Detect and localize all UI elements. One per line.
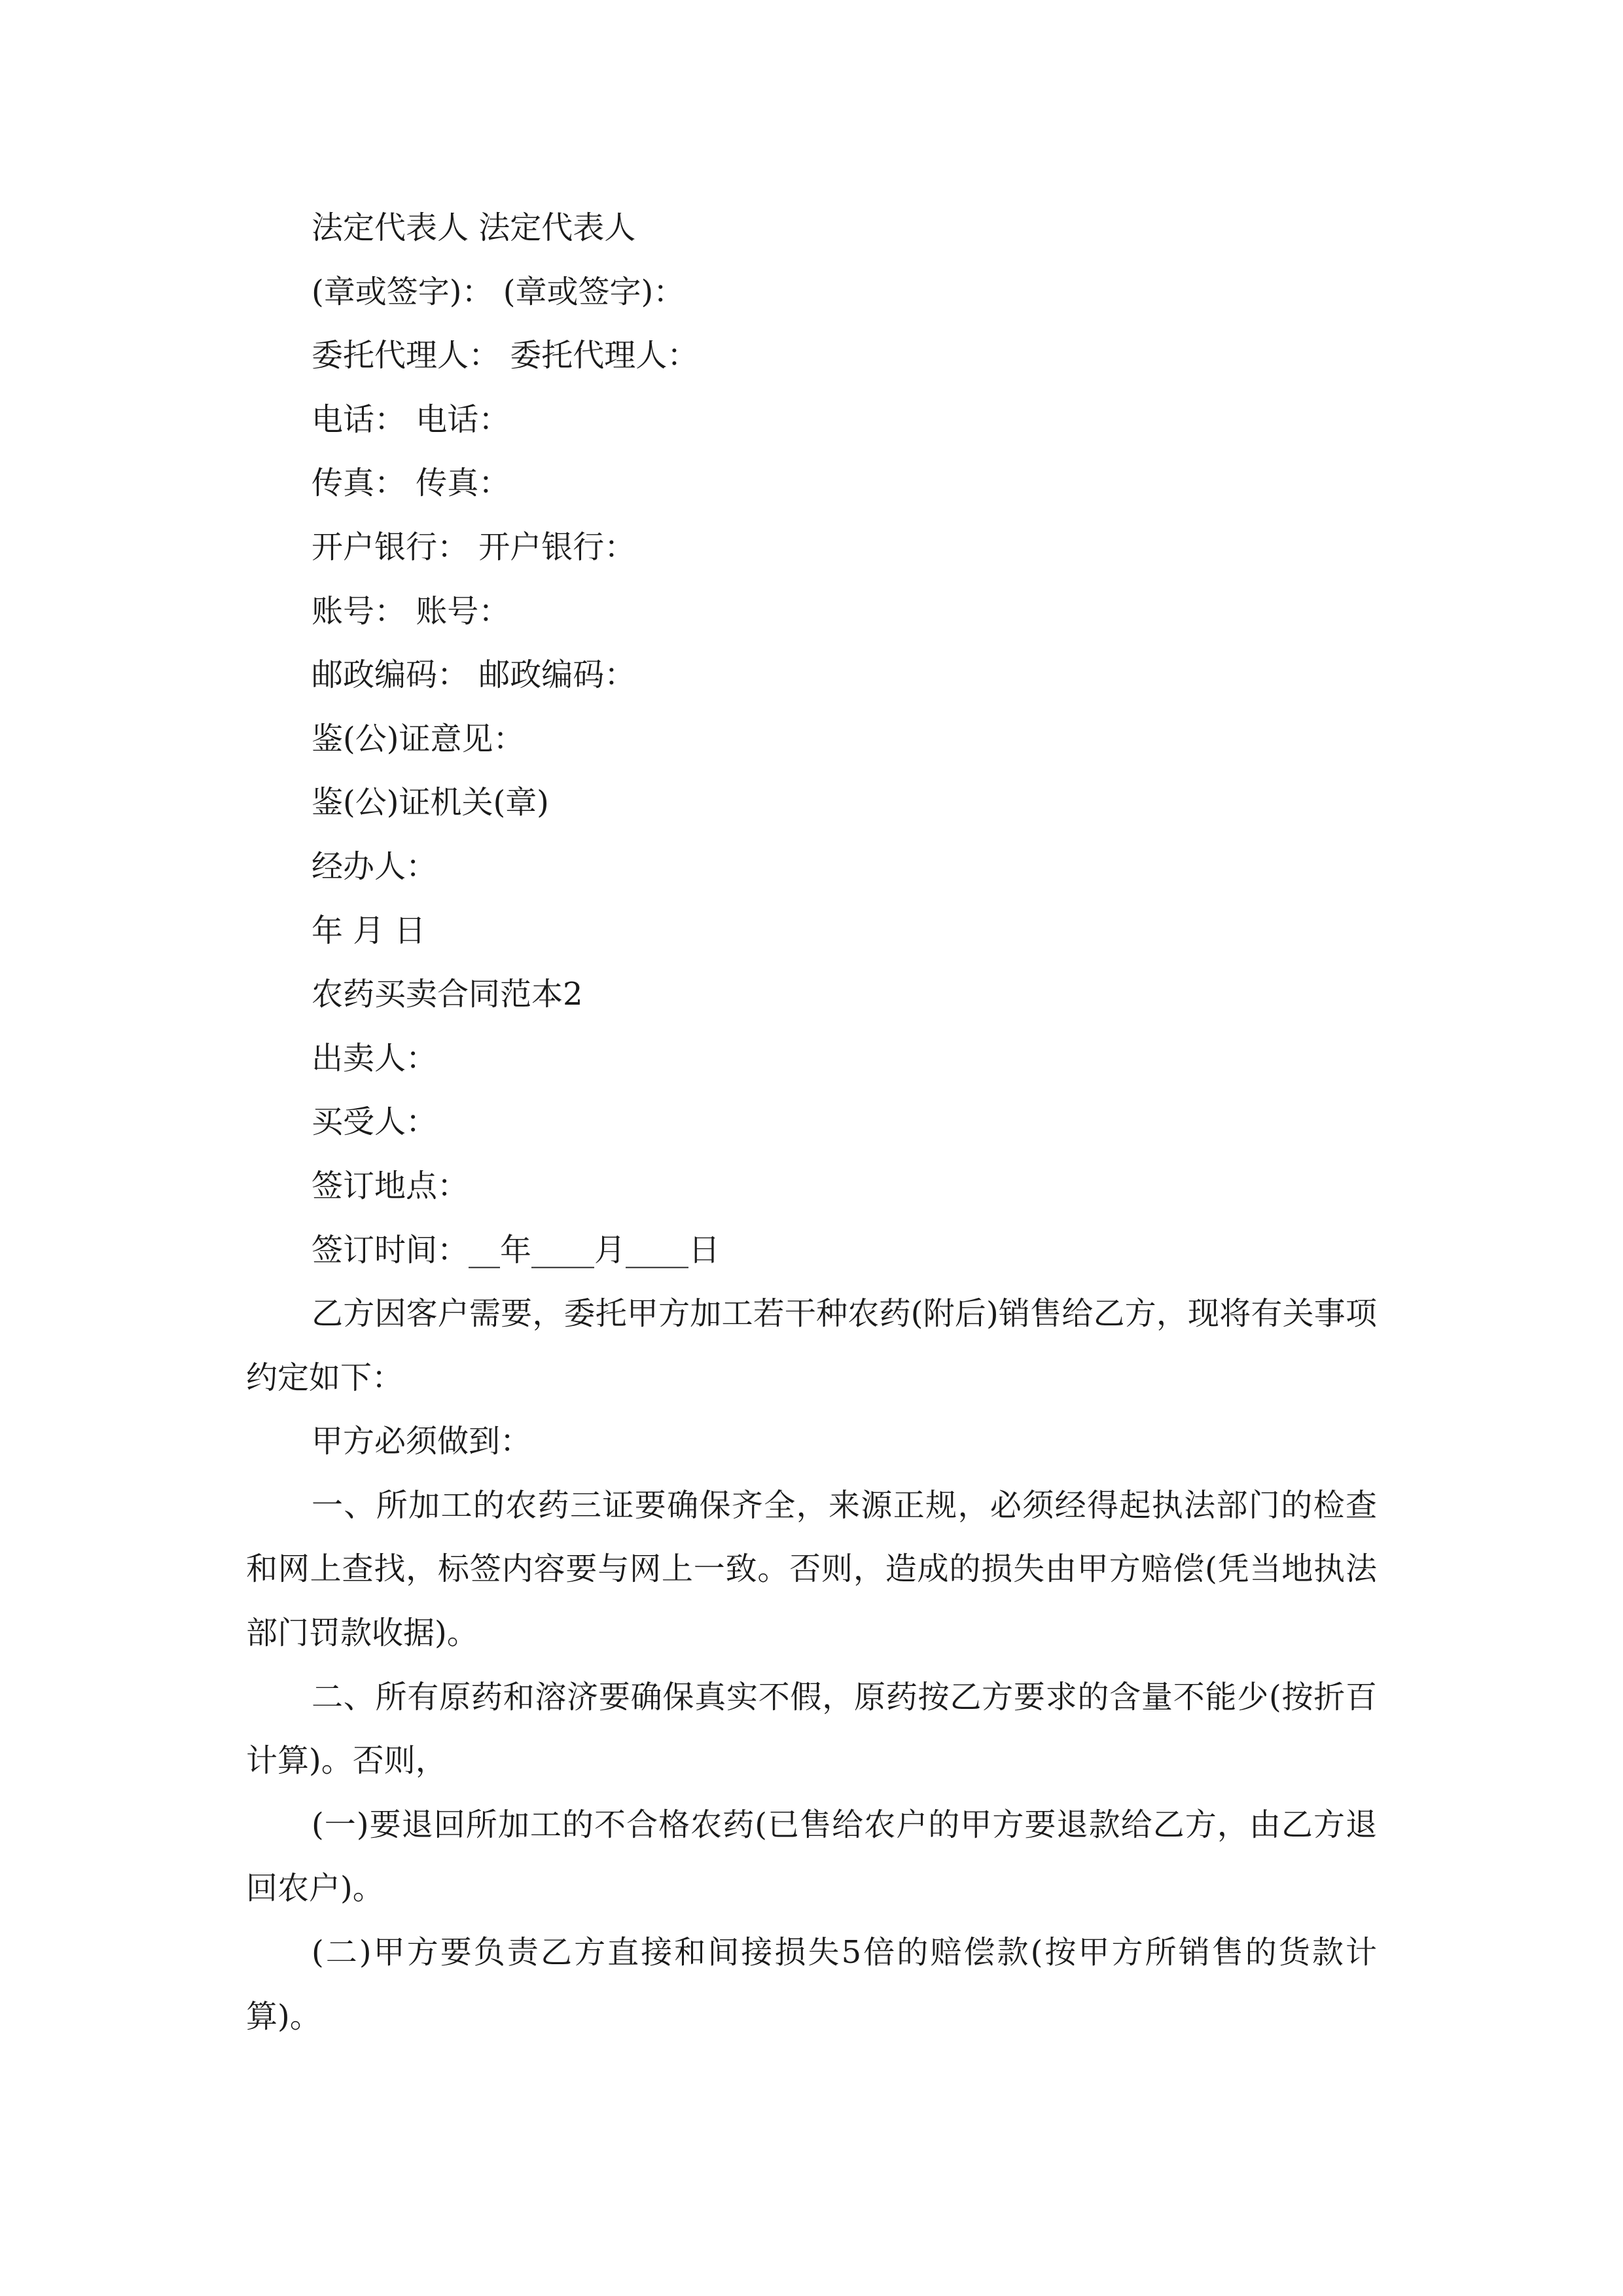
postcode-line: 邮政编码： 邮政编码： [312,656,636,694]
bank-line: 开户银行： 开户银行： [312,528,636,565]
clause-2-2-paragraph: (二)甲方要负责乙方直接和间接损失5倍的赔偿款(按甲方所销售的货款计算)。 [246,1934,1377,2035]
seller-line: 出卖人： [312,1039,438,1077]
document-body [246,196,1377,2049]
clause-1-paragraph: 一、所加工的农药三证要确保齐全，来源正规，必须经得起执法部门的检查和网上查找，标签内容要与网上一致。否则，造成的损失由甲方赔偿(凭当地执法部门罚款收据)。 [246,1486,1377,1652]
handler-line: 经办人： [312,848,438,885]
sign-place-line: 签订地点： [312,1167,469,1204]
notary-authority-line: 鉴(公)证机关(章) [312,784,549,821]
account-line: 账号： 账号： [312,592,510,630]
contract-title: 农药买卖合同范本2 [312,976,583,1013]
agent-line: 委托代理人： 委托代理人： [312,337,699,374]
phone-line: 电话： 电话： [312,401,510,438]
notary-opinion-line: 鉴(公)证意见： [312,720,525,757]
clause-2-paragraph: 二、所有原药和溶济要确保真实不假，原药按乙方要求的含量不能少(按折百计算)。否则， [246,1678,1377,1780]
date-line: 年 月 日 [312,912,426,949]
sign-time-line: 签订时间：__年____月____日 [312,1231,721,1268]
seal-or-sign-line: (章或签字)： (章或签字)： [312,273,685,310]
intro-paragraph: 乙方因客户需要，委托甲方加工若干种农药(附后)销售给乙方，现将有关事项约定如下： [246,1295,1377,1396]
legal-rep-line: 法定代表人 法定代表人 [312,209,636,246]
fax-line: 传真： 传真： [312,465,510,502]
buyer-line: 买受人： [312,1103,438,1141]
clause-2-1-paragraph: (一)要退回所加工的不合格农药(已售给农户的甲方要退款给乙方，由乙方退回农户)。 [246,1806,1377,1907]
party-a-heading: 甲方必须做到： [312,1423,532,1460]
